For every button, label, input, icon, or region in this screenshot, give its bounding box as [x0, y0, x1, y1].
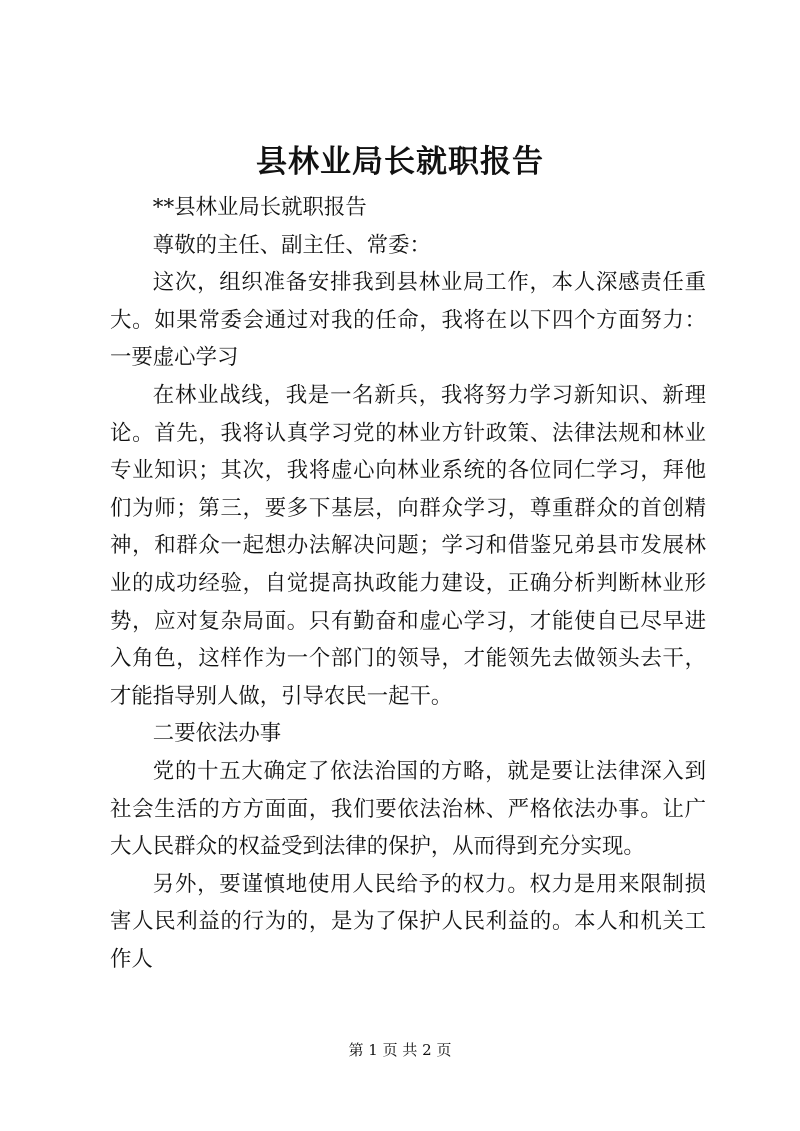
- salutation-paragraph: 尊敬的主任、副主任、常委：: [152, 232, 431, 258]
- document-body: [110, 189, 706, 978]
- law-paragraph: 党的十五大确定了依法治国的方略，就是要让法律深入到社会生活的方方面面，我们要依法治林、严格依法办事。让广大人民群众的权益受到法律的保护，从而得到充分实现。: [110, 758, 706, 860]
- intro-paragraph: 这次，组织准备安排我到县林业局工作，本人深感责任重大。如果常委会通过对我的任命，我将在以下四个方面努力：一要虚心学习: [110, 270, 706, 371]
- power-paragraph: 另外，要谨慎地使用人民给予的权力。权力是用来限制损害人民利益的行为的，是为了保护人民利益的。本人和机关工作人: [110, 871, 706, 972]
- page-footer: 第 1 页 共 2 页: [348, 1041, 452, 1059]
- document-title: 县林业局长就职报告: [256, 144, 544, 180]
- study-paragraph: 在林业战线，我是一名新兵，我将努力学习新知识、新理论。首先，我将认真学习党的林业方针政策、法律法规和林业专业知识；其次，我将虚心向林业系统的各位同仁学习，拜他们为师；第三，要多下基层，向群众学习，尊重群众的首创精神，和群众一起想办法解决问题；学习和借鉴兄弟县市发展林业的成功经验，自觉提高执政能力建设，正确分析判断林业形势，应对复杂局面。只有勤奋和虚心学习，才能使自已尽早进入角色，这样作为一个部门的领导，才能领先去做领头去干，才能指导别人做，引导农民一起干。: [110, 382, 706, 709]
- section-heading-law: 二要依法办事: [152, 721, 282, 747]
- subtitle-paragraph: **县林业局长就职报告: [152, 195, 367, 220]
